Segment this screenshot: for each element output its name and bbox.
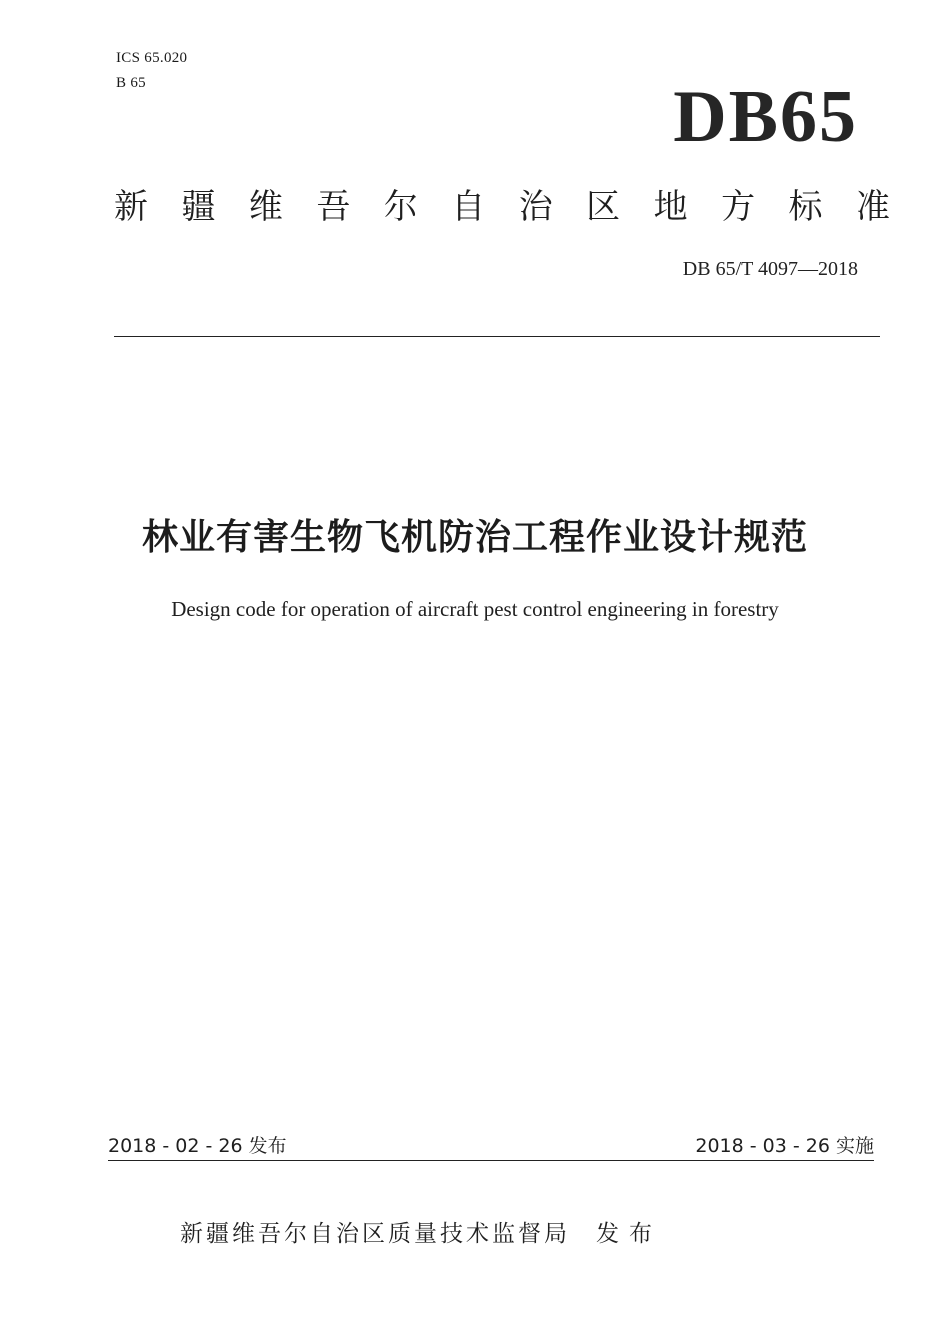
region-title-char: 疆 — [181, 187, 216, 227]
footer-divider — [108, 1160, 874, 1161]
issue-date: 2018 - 02 - 26 发布 — [108, 1135, 287, 1157]
region-title-char: 自 — [451, 187, 486, 227]
document-title-english: Design code for operation of aircraft pest control engineering in forestry — [171, 597, 779, 621]
issuing-region-title — [114, 182, 890, 232]
region-title-char: 尔 — [383, 187, 418, 227]
region-title-char: 区 — [586, 187, 621, 227]
ics-code: ICS 65.020 — [116, 50, 188, 66]
date-row — [108, 1132, 874, 1162]
region-title-char: 方 — [721, 187, 756, 227]
standard-logo: DB65 — [673, 76, 858, 158]
classification-code: B 65 — [116, 75, 146, 91]
implementation-date: 2018 - 03 - 26 实施 — [695, 1135, 874, 1157]
document-title-chinese: 林业有害生物飞机防治工程作业设计规范 — [141, 517, 808, 558]
header-divider — [114, 336, 880, 337]
region-title-char: 地 — [653, 187, 688, 227]
publisher-name: 新疆维吾尔自治区质量技术监督局 — [180, 1221, 570, 1247]
region-title-char: 标 — [788, 187, 823, 227]
publish-action: 发布 — [596, 1221, 662, 1247]
classification-codes — [116, 46, 187, 96]
publisher-line — [180, 1216, 662, 1252]
region-title-char: 维 — [248, 187, 283, 227]
region-title-char: 治 — [518, 187, 553, 227]
standard-number: DB 65/T 4097—2018 — [682, 258, 858, 280]
region-title-char: 新 — [114, 187, 148, 227]
region-title-char: 吾 — [316, 187, 351, 227]
region-title-char: 准 — [855, 187, 890, 227]
